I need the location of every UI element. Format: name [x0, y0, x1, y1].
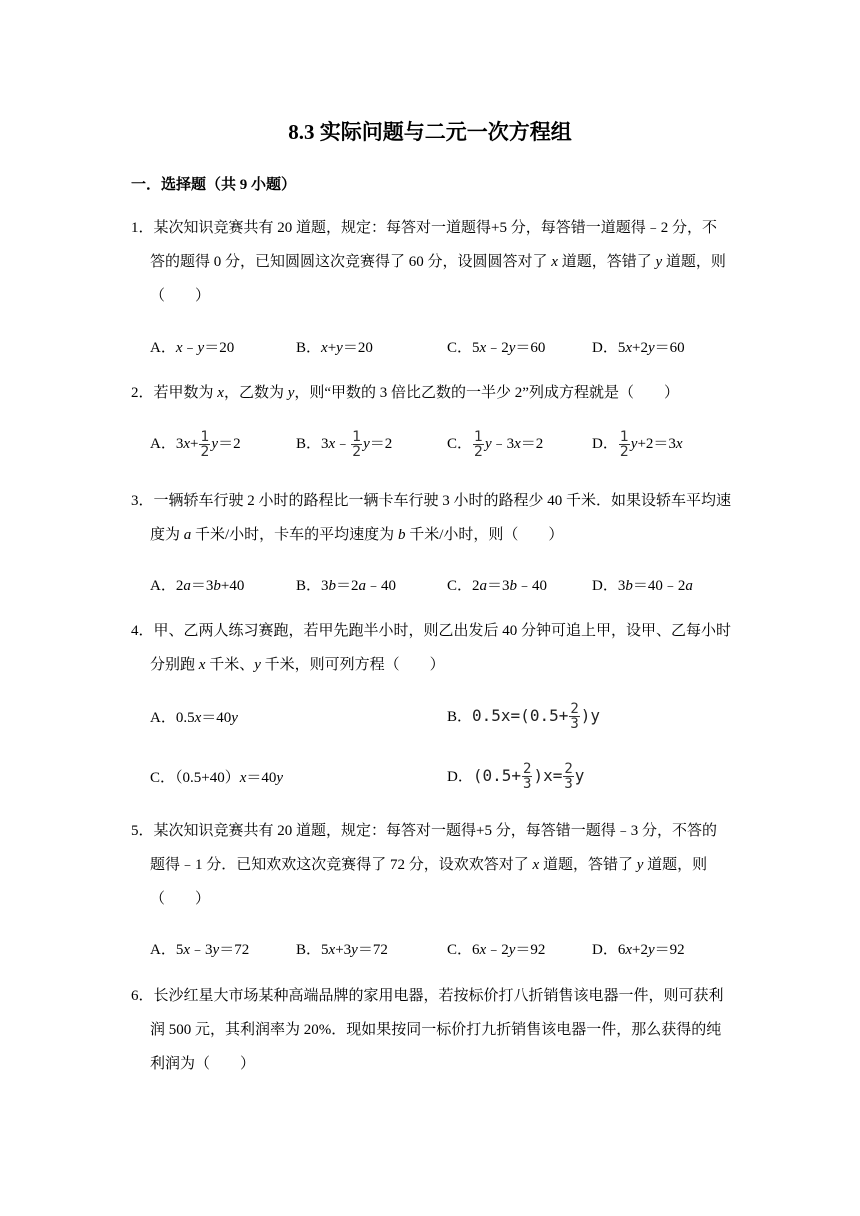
- fraction: $\frac{1}{2}$: [352, 429, 362, 460]
- option-a[interactable]: A．2a＝3b+40: [150, 578, 245, 594]
- question-3-line-2: 度为 a 千米/小时，卡车的平均速度为 b 千米/小时，则（ ）: [150, 527, 564, 543]
- option-c[interactable]: C．5x﹣2y＝60: [447, 340, 546, 356]
- fraction: $\frac{2}{3}$: [570, 701, 579, 732]
- question-1: [131, 211, 731, 313]
- section-heading: 一．选择题（共 9 小题）: [131, 177, 297, 193]
- option-c[interactable]: C． $\frac{1}{2}$ y﹣3x＝2: [447, 429, 544, 460]
- fraction: $\frac{2}{3}$: [523, 761, 532, 792]
- option-a[interactable]: A．5x﹣3y＝72: [150, 942, 250, 958]
- option-a[interactable]: A．3x+ $\frac{1}{2}$ y＝2: [150, 429, 241, 460]
- option-b[interactable]: B．5x+3y＝72: [296, 942, 388, 958]
- question-6-line-1: 6．长沙红星大市场某种高端品牌的家用电器，若按标价打八折销售该电器一件，则可获利: [131, 988, 724, 1004]
- fraction: $\frac{1}{2}$: [200, 429, 210, 460]
- question-2: [131, 376, 731, 410]
- question-3-line-1: 3．一辆轿车行驶 2 小时的路程比一辆卡车行驶 3 小时的路程少 40 千米．如果设轿车平均速: [131, 493, 732, 509]
- question-5-line-2: 题得﹣1 分．已知欢欢这次竞赛得了 72 分，设欢欢答对了 x 道题，答错了 y 道题，则: [150, 857, 708, 873]
- option-c[interactable]: C．（0.5+40）x＝40y: [150, 770, 284, 786]
- fraction: $\frac{1}{2}$: [474, 429, 483, 460]
- option-d[interactable]: D．6x+2y＝92: [592, 942, 685, 958]
- fraction: $\frac{1}{2}$: [619, 429, 629, 460]
- option-d[interactable]: D．5x+2y＝60: [592, 340, 685, 356]
- fraction: $\frac{2}{3}$: [564, 761, 573, 792]
- option-d[interactable]: D．(0.5+ $\frac{2}{3}$ )x= $\frac{2}{3}$ y: [447, 761, 585, 792]
- page-title: 8.3 实际问题与二元一次方程组: [288, 120, 572, 144]
- question-6-line-2: 润 500 元，其利润率为 20%．现如果按同一标价打九折销售该电器一件，那么获得的纯: [150, 1022, 722, 1038]
- question-5-line-1: 5．某次知识竞赛共有 20 道题，规定：每答对一题得+5 分，每答错一题得﹣3 分，不答的: [131, 823, 717, 839]
- question-4: [131, 614, 731, 682]
- question-5-line-3: （ ）: [150, 891, 211, 907]
- option-b[interactable]: B．3b＝2a﹣40: [296, 578, 397, 594]
- option-b[interactable]: B．3x﹣ $\frac{1}{2}$ y＝2: [296, 429, 393, 460]
- question-4-line-1: 4．甲、乙两人练习赛跑，若甲先跑半小时，则乙出发后 40 分钟可追上甲，设甲、乙每小时: [131, 623, 732, 639]
- question-6-line-3: 利润为（ ）: [150, 1056, 256, 1072]
- option-d[interactable]: D． $\frac{1}{2}$ y+2＝3x: [592, 429, 683, 460]
- question-4-line-2: 分别跑 x 千米、y 千米，则可列方程（ ）: [150, 657, 445, 673]
- option-d[interactable]: D．3b＝40﹣2a: [592, 578, 693, 594]
- question-2-line-1: 2．若甲数为 x，乙数为 y，则“甲数的 3 倍比乙数的一半少 2”列成方程就是（ ）: [131, 385, 679, 401]
- question-5: [131, 814, 731, 916]
- question-1-line-2: 答的题得 0 分，已知圆圆这次竞赛得了 60 分，设圆圆答对了 x 道题，答错了 y 道题，则: [150, 254, 726, 270]
- option-a[interactable]: A．0.5x＝40y: [150, 710, 238, 726]
- option-c[interactable]: C．2a＝3b﹣40: [447, 578, 548, 594]
- question-1-line-3: （ ）: [150, 288, 211, 304]
- question-1-line-1: 1．某次知识竞赛共有 20 道题，规定：每答对一道题得+5 分，每答错一道题得﹣2 分，不: [131, 220, 717, 236]
- question-6: [131, 979, 731, 1081]
- option-b[interactable]: B．0.5x=(0.5+ $\frac{2}{3}$ )y: [447, 701, 601, 732]
- question-3: [131, 484, 731, 552]
- option-c[interactable]: C．6x﹣2y＝92: [447, 942, 546, 958]
- option-b[interactable]: B．x+y＝20: [296, 340, 373, 356]
- option-a[interactable]: A．x﹣y＝20: [150, 340, 235, 356]
